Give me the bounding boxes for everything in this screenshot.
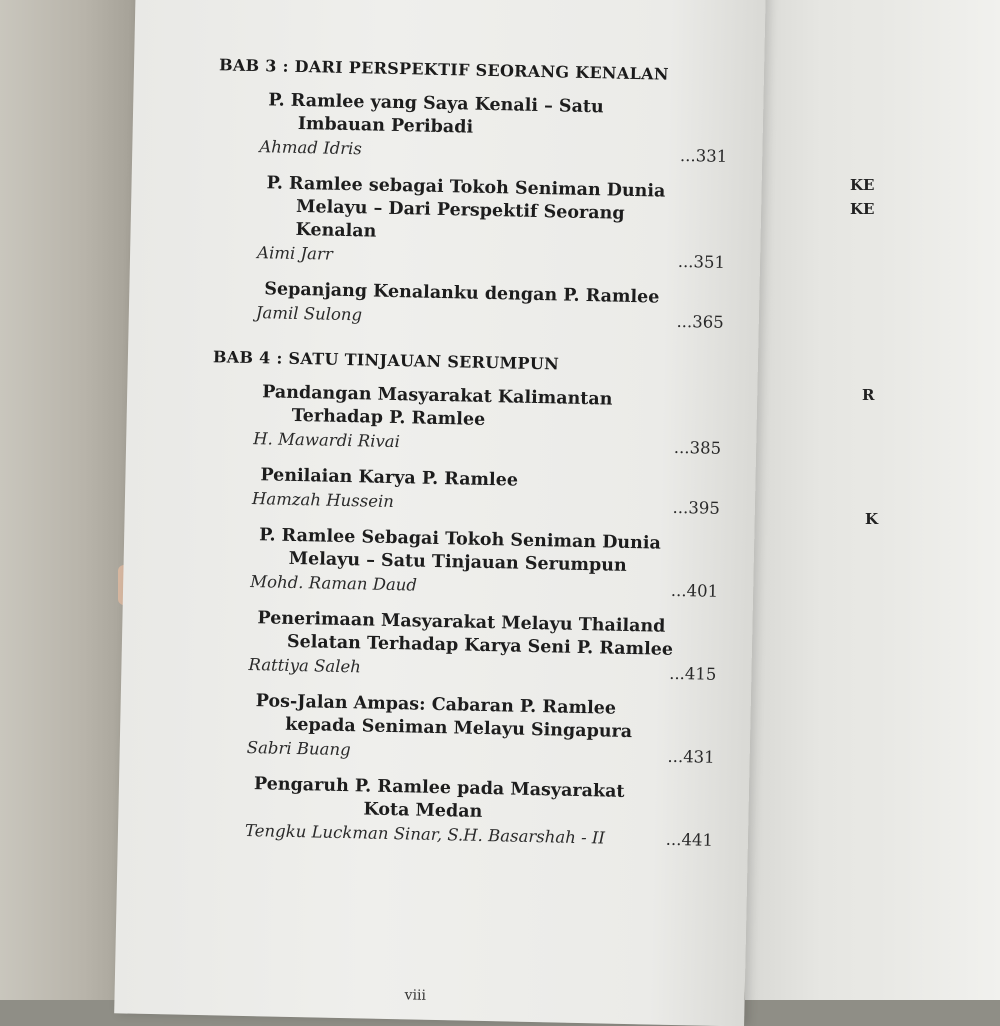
facing-page-fragment: KE bbox=[850, 200, 875, 218]
toc-entry bbox=[210, 463, 731, 518]
entry-page-number: ...331 bbox=[679, 145, 728, 166]
entry-title-line: Kenalan bbox=[295, 219, 377, 242]
entry-page-number: ...385 bbox=[673, 437, 722, 458]
entry-title-line: Penerimaan Masyarakat Melayu Thailand bbox=[257, 608, 666, 637]
toc-entry bbox=[208, 523, 729, 601]
entry-author: Mohd. Raman Daud bbox=[250, 572, 418, 595]
toc-entry bbox=[206, 606, 727, 684]
entry-author: Rattiya Saleh bbox=[248, 655, 362, 677]
entry-author: Hamzah Hussein bbox=[251, 489, 395, 512]
entry-title-line: Sepanjang Kenalanku dengan P. Ramlee bbox=[264, 279, 660, 308]
entry-title bbox=[255, 690, 726, 746]
entry-page-number: ...365 bbox=[676, 311, 724, 332]
facing-page-fragment: K bbox=[865, 510, 879, 528]
entry-page-number: ...395 bbox=[672, 497, 721, 518]
entry-author: Tengku Luckman Sinar, S.H. Basarshah - II bbox=[244, 820, 606, 848]
entry-title-line: Melayu – Satu Tinjauan Serumpun bbox=[288, 548, 627, 576]
toc-entry bbox=[203, 772, 724, 850]
entry-title bbox=[258, 524, 729, 580]
entry-title-line: Pengaruh P. Ramlee pada Masyarakat bbox=[253, 774, 625, 802]
entry-title-line: Selatan Terhadap Karya Seni P. Ramlee bbox=[286, 631, 674, 660]
entry-page-number: ...431 bbox=[667, 746, 715, 767]
facing-page-fragment: R bbox=[862, 386, 875, 404]
entry-title-line: Pandangan Masyarakat Kalimantan bbox=[262, 382, 613, 410]
book-page bbox=[114, 0, 766, 1026]
entry-author: Sabri Buang bbox=[246, 738, 351, 760]
entry-page-number: ...441 bbox=[665, 829, 714, 850]
entry-title-line: kepada Seniman Melayu Singapura bbox=[285, 714, 633, 743]
entry-title bbox=[261, 381, 732, 437]
entry-title-line: Pos-Jalan Ampas: Cabaran P. Ramlee bbox=[255, 691, 617, 719]
entry-title-line: P. Ramlee sebagai Tokoh Seniman Dunia bbox=[266, 173, 666, 202]
entry-page-number: ...351 bbox=[677, 251, 726, 272]
entry-title-line: Melayu – Dari Perspektif Seorang bbox=[295, 196, 625, 224]
entry-title bbox=[268, 89, 739, 145]
entry-title bbox=[265, 172, 736, 251]
toc-entry bbox=[211, 380, 732, 458]
entry-author: Aimi Jarr bbox=[256, 243, 333, 264]
facing-page-fragment: KE bbox=[850, 176, 875, 194]
entry-page-number: ...401 bbox=[670, 580, 719, 601]
entry-author: Ahmad Idris bbox=[259, 137, 363, 159]
entry-title bbox=[253, 773, 724, 829]
table-of-contents bbox=[203, 55, 740, 866]
entry-title-line: P. Ramlee yang Saya Kenali – Satu bbox=[268, 90, 604, 118]
entry-author: H. Mawardi Rivai bbox=[253, 429, 401, 452]
entry-page-number: ...415 bbox=[668, 663, 717, 684]
entry-title-line: P. Ramlee Sebagai Tokoh Seniman Dunia bbox=[259, 525, 662, 554]
page-folio: viii bbox=[404, 987, 427, 1004]
toc-entry bbox=[214, 277, 735, 332]
facing-page-edge bbox=[875, 0, 1000, 1000]
toc-entry bbox=[205, 689, 726, 767]
toc-entry bbox=[217, 88, 738, 166]
entry-title-line: Kota Medan bbox=[363, 799, 483, 822]
entry-author: Jamil Sulong bbox=[255, 303, 363, 325]
entry-title-line: Penilaian Karya P. Ramlee bbox=[260, 465, 519, 491]
chapter-heading: BAB 3 : DARI PERSPEKTIF SEORANG KENALAN bbox=[218, 55, 669, 84]
entry-title bbox=[257, 607, 728, 663]
chapter-heading: BAB 4 : SATU TINJAUAN SERUMPUN bbox=[212, 347, 560, 374]
entry-title-line: Imbauan Peribadi bbox=[297, 113, 474, 138]
entry-title-line: Terhadap P. Ramlee bbox=[291, 405, 486, 430]
toc-entry bbox=[215, 171, 737, 272]
